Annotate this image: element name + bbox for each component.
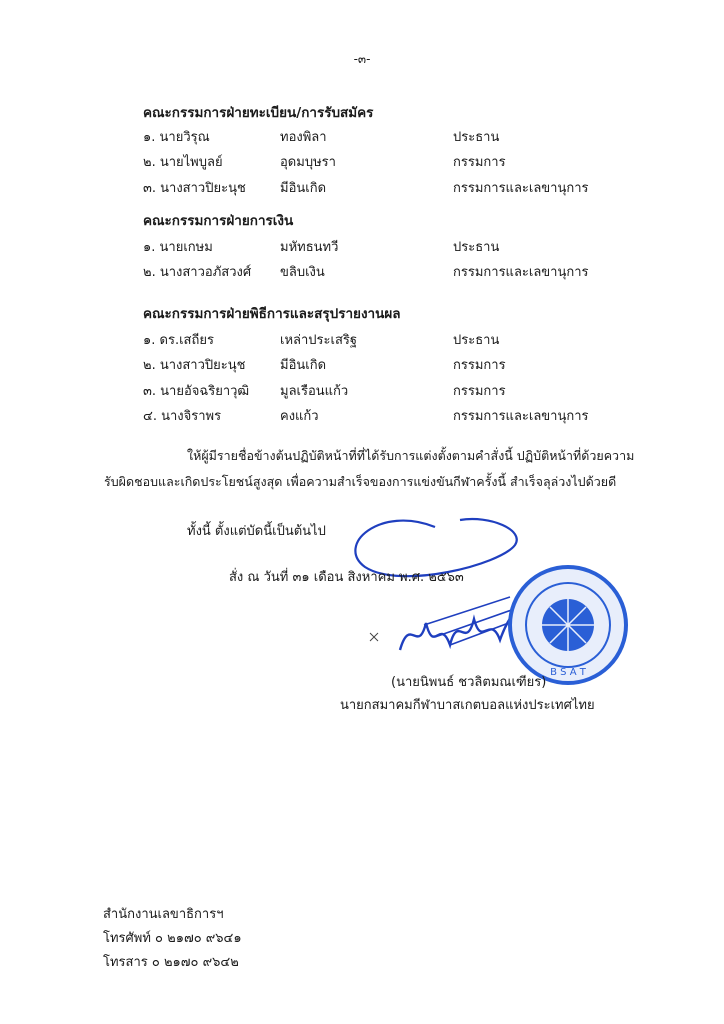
effective-statement: ทั้งนี้ ตั้งแต่บัดนี้เป็นต้นไป bbox=[187, 524, 326, 539]
member-row bbox=[143, 126, 623, 148]
member-row bbox=[143, 380, 623, 402]
member-name: ๓. นายอัจฉริยาวุฒิ bbox=[143, 384, 250, 399]
member-name: ๑. ดร.เสถียร bbox=[143, 333, 214, 348]
member-row bbox=[143, 405, 623, 427]
order-date: สั่ง ณ วันที่ ๓๑ เดือน สิงหาคม พ.ศ. ๒๕๖๓ bbox=[229, 570, 464, 585]
signatory-title: นายกสมาคมกีฬาบาสเกตบอลแห่งประเทศไทย bbox=[340, 698, 595, 713]
member-role: กรรมการและเลขานุการ bbox=[453, 265, 589, 280]
member-surname: ขลิบเงิน bbox=[280, 265, 325, 280]
member-row bbox=[143, 177, 623, 199]
member-surname: มีอินเกิด bbox=[280, 358, 327, 373]
member-role: ประธาน bbox=[453, 333, 500, 348]
member-name: ๒. นายไพบูลย์ bbox=[143, 155, 223, 170]
member-role: กรรมการและเลขานุการ bbox=[453, 409, 589, 424]
section-heading-ceremony: คณะกรรมการฝ่ายพิธีการและสรุปรายงานผล bbox=[143, 306, 401, 322]
member-row bbox=[143, 236, 623, 258]
member-role: กรรมการ bbox=[453, 155, 506, 170]
member-role: กรรมการ bbox=[453, 358, 506, 373]
section-heading-finance: คณะกรรมการฝ่ายการเงิน bbox=[143, 213, 294, 229]
member-surname: เหล่าประเสริฐ bbox=[280, 333, 358, 348]
member-surname: มหัทธนทวี bbox=[280, 240, 339, 255]
body-paragraph-line-2: รับผิดชอบและเกิดประโยชน์สูงสุด เพื่อความสำเร็จของการแข่งขันกีฬาครั้งนี้ สำเร็จลุล่วงไปด้วยดี bbox=[104, 474, 617, 489]
member-surname: คงแก้ว bbox=[280, 409, 319, 424]
member-row bbox=[143, 354, 623, 376]
member-name: ๔. นางจิราพร bbox=[143, 409, 222, 424]
member-row bbox=[143, 329, 623, 351]
member-surname: มูลเรือนแก้ว bbox=[280, 384, 349, 399]
footer-fax: โทรสาร ๐ ๒๑๗๐ ๙๖๔๒ bbox=[103, 955, 239, 970]
member-surname: ทองพิลา bbox=[280, 130, 327, 145]
member-surname: อุดมบุษรา bbox=[280, 155, 336, 170]
member-role: กรรมการ bbox=[453, 384, 506, 399]
member-name: ๑. นายวิรุณ bbox=[143, 130, 210, 145]
body-paragraph-line-1: ให้ผู้มีรายชื่อข้างต้นปฏิบัติหน้าที่ที่ได้รับการแต่งตั้งตามคำสั่งนี้ ปฏิบัติหน้าที่ด้วยความ bbox=[187, 448, 635, 463]
signatory-name: (นายนิพนธ์ ชวลิตมณเฑียร) bbox=[391, 675, 547, 690]
footer-phone: โทรศัพท์ ๐ ๒๑๗๐ ๙๖๔๑ bbox=[103, 931, 242, 946]
section-heading-registration: คณะกรรมการฝ่ายทะเบียน/การรับสมัคร bbox=[143, 105, 374, 121]
footer-office: สำนักงานเลขาธิการฯ bbox=[103, 907, 224, 922]
association-seal-icon bbox=[506, 563, 630, 687]
member-name: ๑. นายเกษม bbox=[143, 240, 213, 255]
member-role: กรรมการและเลขานุการ bbox=[453, 181, 589, 196]
member-row bbox=[143, 151, 623, 173]
member-role: ประธาน bbox=[453, 240, 500, 255]
member-surname: มีอินเกิด bbox=[280, 181, 327, 196]
seal-text: B S A T bbox=[550, 667, 586, 678]
member-role: ประธาน bbox=[453, 130, 500, 145]
member-name: ๒. นางสาวปิยะนุช bbox=[143, 358, 246, 373]
page-number: -๓- bbox=[353, 52, 371, 66]
member-name: ๒. นางสาวอภัสวงศ์ bbox=[143, 265, 252, 280]
member-row bbox=[143, 261, 623, 283]
member-name: ๓. นางสาวปิยะนุช bbox=[143, 181, 246, 196]
